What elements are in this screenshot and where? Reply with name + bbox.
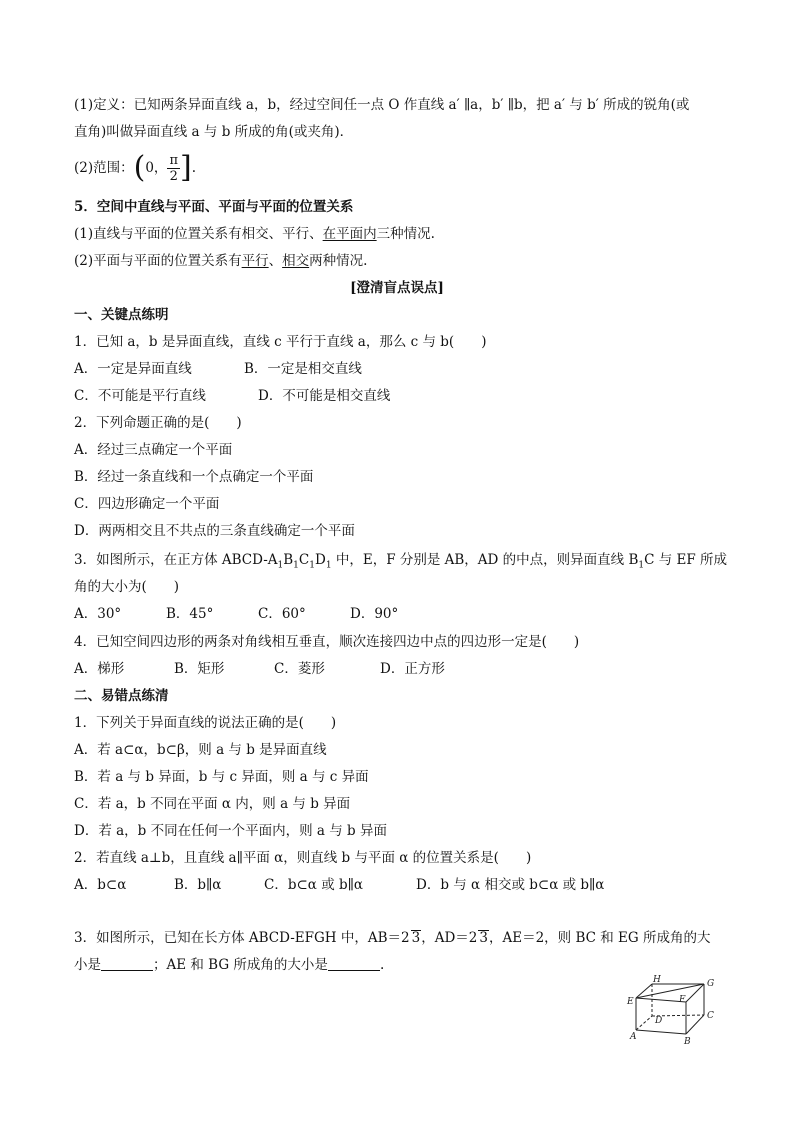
range-open-paren: ( <box>133 150 146 185</box>
subscript: 1 <box>325 560 332 571</box>
subscript: 1 <box>277 560 284 571</box>
text: 两种情况. <box>309 253 368 269</box>
section-5-line-1 <box>74 225 435 243</box>
vertex-label-c: C <box>707 1011 714 1021</box>
answer-blank-2[interactable] <box>328 956 380 971</box>
option-a: A．梯形 <box>74 661 125 677</box>
pi-over-two <box>167 153 180 184</box>
angle-range <box>74 150 196 186</box>
option-d: D．90° <box>350 606 399 622</box>
p2-q1-option-d: D．若 a，b 不同在任何一个平面内，则 a 与 b 异面 <box>74 823 387 839</box>
p1-q4-stem: 4．已知空间四边形的两条对角线相互垂直，顺次连接四边中点的四边形一定是( ) <box>74 634 580 650</box>
option-b: B．一定是相交直线 <box>244 361 362 377</box>
text: 三种情况. <box>376 226 435 242</box>
section-5-line-2 <box>74 252 367 270</box>
sqrt-radicand: 3 <box>411 930 421 946</box>
subscript: 1 <box>638 560 645 571</box>
option-b: B．b∥α <box>174 877 222 893</box>
p1-q2-option-c: C．四边形确定一个平面 <box>74 496 220 512</box>
edge-ab <box>636 1030 686 1034</box>
p2-q1-stem: 1．下列关于异面直线的说法正确的是( ) <box>74 715 337 731</box>
text: 中，E，F 分别是 AB，AD 的中点，则异面直线 B <box>331 552 639 568</box>
vertex-label-a: A <box>630 1032 637 1042</box>
vertex-label-f: F <box>679 995 686 1005</box>
option-c: C．60° <box>258 606 306 622</box>
range-close-bracket: ] <box>179 150 192 185</box>
vertex-label-b: B <box>684 1037 691 1047</box>
subscript: 1 <box>293 560 299 571</box>
text: ，AE＝2，则 BC 和 EG 所成角的大 <box>488 930 711 946</box>
p2-q1-option-b: B．若 a 与 b 异面，b 与 c 异面，则 a 与 c 异面 <box>74 769 369 785</box>
angle-definition-line-1: (1)定义：已知两条异面直线 a，b，经过空间任一点 O 作直线 a′ ∥a，b′ ∥b，把 a′ 与 b′ 所成的锐角(或 <box>74 97 690 113</box>
text: ，AD＝2 <box>421 930 478 946</box>
p1-q1-options-row-2 <box>74 387 390 405</box>
answer-blank-1[interactable] <box>101 956 153 971</box>
option-b: B．45° <box>166 606 214 622</box>
option-a: A．b⊂α <box>74 877 127 893</box>
option-a: A．30° <box>74 606 122 622</box>
text: 小是 <box>74 957 101 973</box>
range-prefix: (2)范围： <box>74 160 134 176</box>
option-b: B．矩形 <box>174 661 225 677</box>
text: C 与 EF 所成 <box>644 552 728 568</box>
option-d: D．正方形 <box>380 661 445 677</box>
text: B <box>283 552 294 568</box>
text: . <box>379 957 385 973</box>
edge-cb <box>686 1015 704 1034</box>
text: D <box>314 552 326 568</box>
p2-q3-stem-line-2 <box>74 956 384 974</box>
p1-q2-stem: 2．下列命题正确的是( ) <box>74 415 242 431</box>
p1-q1-stem: 1．已知 a，b 是异面直线，直线 c 平行于直线 a，那么 c 与 b( ) <box>74 334 487 350</box>
text: C <box>298 552 310 568</box>
part-1-title: 一、关键点练明 <box>74 307 169 323</box>
sqrt-radicand: 3 <box>479 930 488 946</box>
vertex-label-e: E <box>627 997 634 1007</box>
p2-q2-stem: 2．若直线 a⊥b，且直线 a∥平面 α，则直线 b 与平面 α 的位置关系是( ) <box>74 850 532 866</box>
angle-definition-line-2: 直角)叫做异面直线 a 与 b 所成的角(或夹角)． <box>74 124 354 140</box>
diagonal-eg <box>636 984 704 998</box>
frac-denominator: 2 <box>169 168 178 184</box>
option-d: D．不可能是相交直线 <box>258 388 391 404</box>
text: (2)平面与平面的位置关系有 <box>74 253 242 269</box>
text: 3．如图所示，在正方体 ABCD-A <box>74 552 278 568</box>
frac-numerator: π <box>169 152 178 168</box>
p2-q3-stem-line-1 <box>74 929 710 947</box>
text: (1)直线与平面的位置关系有相交、平行、 <box>74 226 323 242</box>
hidden-edge-ad <box>636 1016 652 1030</box>
p2-q1-option-c: C．若 a，b 不同在平面 α 内，则 a 与 b 异面 <box>74 796 351 812</box>
text: 、 <box>268 253 283 269</box>
vertex-label-h: H <box>653 975 661 985</box>
underlined-answer: 在平面内 <box>322 226 377 242</box>
option-c: C．菱形 <box>274 661 325 677</box>
underlined-answer: 相交 <box>282 253 310 269</box>
clarify-heading: [澄清盲点误点] <box>350 280 444 296</box>
subscript: 1 <box>309 560 315 571</box>
p1-q2-option-a: A．经过三点确定一个平面 <box>74 442 233 458</box>
vertex-label-g: G <box>707 979 715 989</box>
option-a: A．一定是异面直线 <box>74 361 192 377</box>
vertex-label-d: D <box>655 1016 663 1026</box>
p1-q3-options <box>74 605 398 623</box>
text: ；AE 和 BG 所成角的大小是 <box>153 957 328 973</box>
option-d: D．b 与 α 相交或 b⊂α 或 b∥α <box>416 877 605 893</box>
text: 3．如图所示，已知在长方体 ABCD-EFGH 中，AB＝2 <box>74 930 410 946</box>
range-end: . <box>191 160 196 176</box>
underlined-answer: 平行 <box>241 253 269 269</box>
p1-q4-options <box>74 660 445 678</box>
option-c: C．不可能是平行直线 <box>74 388 206 404</box>
p2-q2-options <box>74 876 604 894</box>
p2-q1-option-a: A．若 a⊂α，b⊂β，则 a 与 b 是异面直线 <box>74 742 327 758</box>
p1-q3-stem-line-1 <box>74 551 727 575</box>
p1-q2-option-d: D．两两相交且不共点的三条直线确定一个平面 <box>74 523 355 539</box>
p1-q1-options-row-1 <box>74 360 362 378</box>
cuboid-figure <box>622 975 722 1047</box>
option-c: C．b⊂α 或 b∥α <box>264 877 363 893</box>
p1-q2-option-b: B．经过一条直线和一个点确定一个平面 <box>74 469 314 485</box>
section-5-title: 5．空间中直线与平面、平面与平面的位置关系 <box>74 199 354 215</box>
part-2-title: 二、易错点练清 <box>74 688 169 704</box>
range-zero: 0， <box>145 160 168 176</box>
p1-q3-stem-line-2: 角的大小为( ) <box>74 579 180 595</box>
